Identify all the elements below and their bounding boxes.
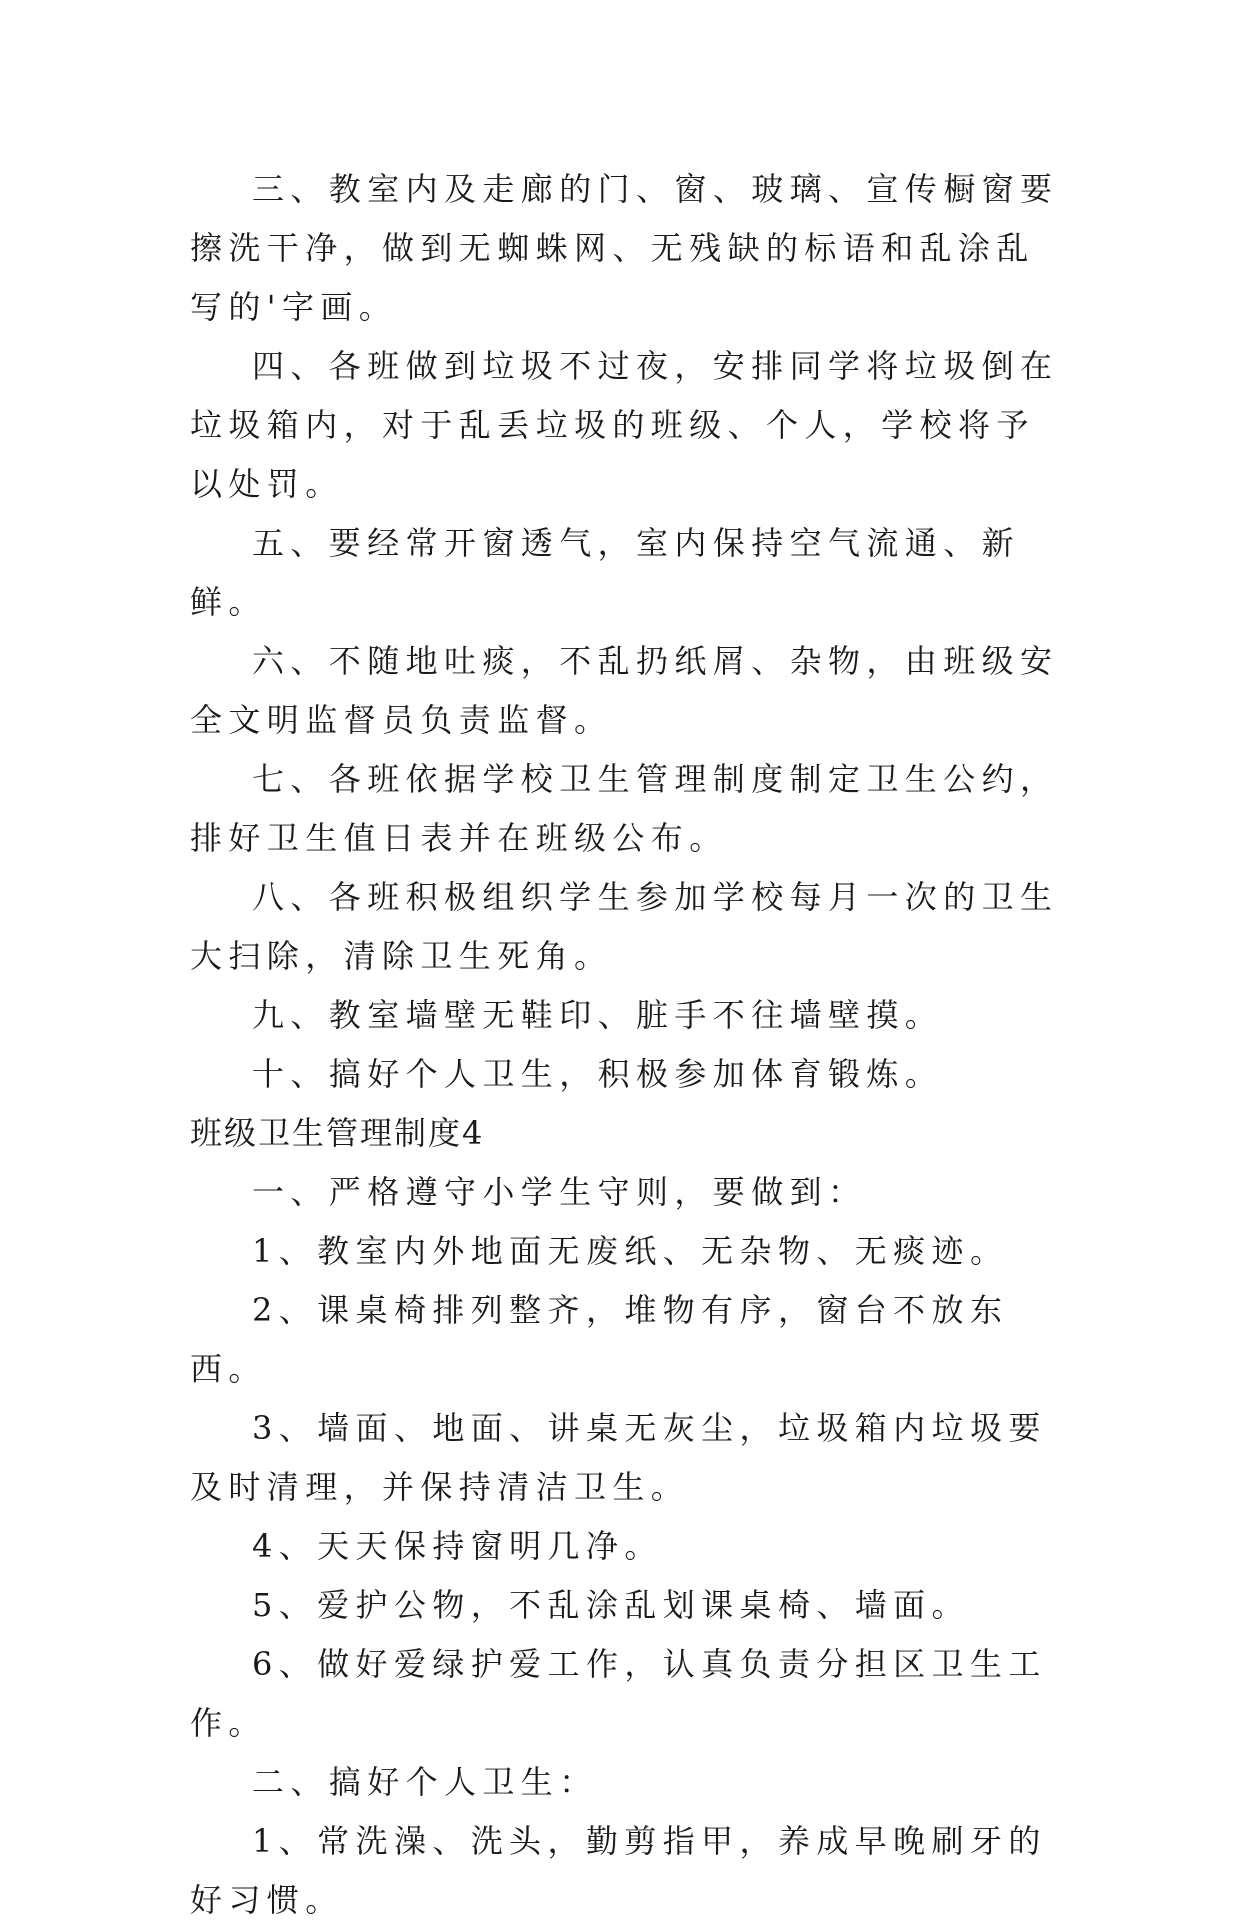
paragraph-item-4: 四、各班做到垃圾不过夜，安排同学将垃圾倒在垃圾箱内，对于乱丢垃圾的班级、个人，学校将予以处罚。 bbox=[190, 347, 1059, 503]
paragraph-item-9: 九、教室墙壁无鞋印、脏手不往墙壁摸。 bbox=[252, 996, 944, 1034]
section-paragraph-4: 3、墙面、地面、讲桌无灰尘，垃圾箱内垃圾要及时清理，并保持清洁卫生。 bbox=[190, 1409, 1047, 1506]
section-heading: 班级卫生管理制度4 bbox=[190, 1114, 485, 1152]
section-paragraph-2: 1、教室内外地面无废纸、无杂物、无痰迹。 bbox=[252, 1232, 1009, 1270]
paragraph-item-6: 六、不随地吐痰，不乱扔纸屑、杂物，由班级安全文明监督员负责监督。 bbox=[190, 642, 1059, 739]
section-paragraph-1: 一、严格遵守小学生守则，要做到： bbox=[252, 1173, 867, 1211]
section-paragraph-7: 6、做好爱绿护爱工作，认真负责分担区卫生工作。 bbox=[190, 1645, 1047, 1742]
section-paragraph-6: 5、爱护公物，不乱涂乱划课桌椅、墙面。 bbox=[252, 1586, 970, 1624]
paragraph-item-5: 五、要经常开窗透气，室内保持空气流通、新鲜。 bbox=[190, 524, 1021, 621]
paragraph-item-7: 七、各班依据学校卫生管理制度制定卫生公约，排好卫生值日表并在班级公布。 bbox=[190, 760, 1059, 857]
section-paragraph-9: 1、常洗澡、洗头，勤剪指甲，养成早晚刷牙的好习惯。 bbox=[190, 1822, 1047, 1919]
document-page bbox=[190, 160, 1070, 1930]
paragraph-item-8: 八、各班积极组织学生参加学校每月一次的卫生大扫除，清除卫生死角。 bbox=[190, 878, 1059, 975]
paragraph-item-10: 十、搞好个人卫生，积极参加体育锻炼。 bbox=[252, 1055, 944, 1093]
paragraph-item-3: 三、教室内及走廊的门、窗、玻璃、宣传橱窗要擦洗干净，做到无蜘蛛网、无残缺的标语和乱涂乱写的'字画。 bbox=[190, 170, 1059, 326]
section-paragraph-8: 二、搞好个人卫生： bbox=[252, 1763, 598, 1801]
section-paragraph-3: 2、课桌椅排列整齐，堆物有序，窗台不放东西。 bbox=[190, 1291, 1009, 1388]
section-paragraph-5: 4、天天保持窗明几净。 bbox=[252, 1527, 663, 1565]
